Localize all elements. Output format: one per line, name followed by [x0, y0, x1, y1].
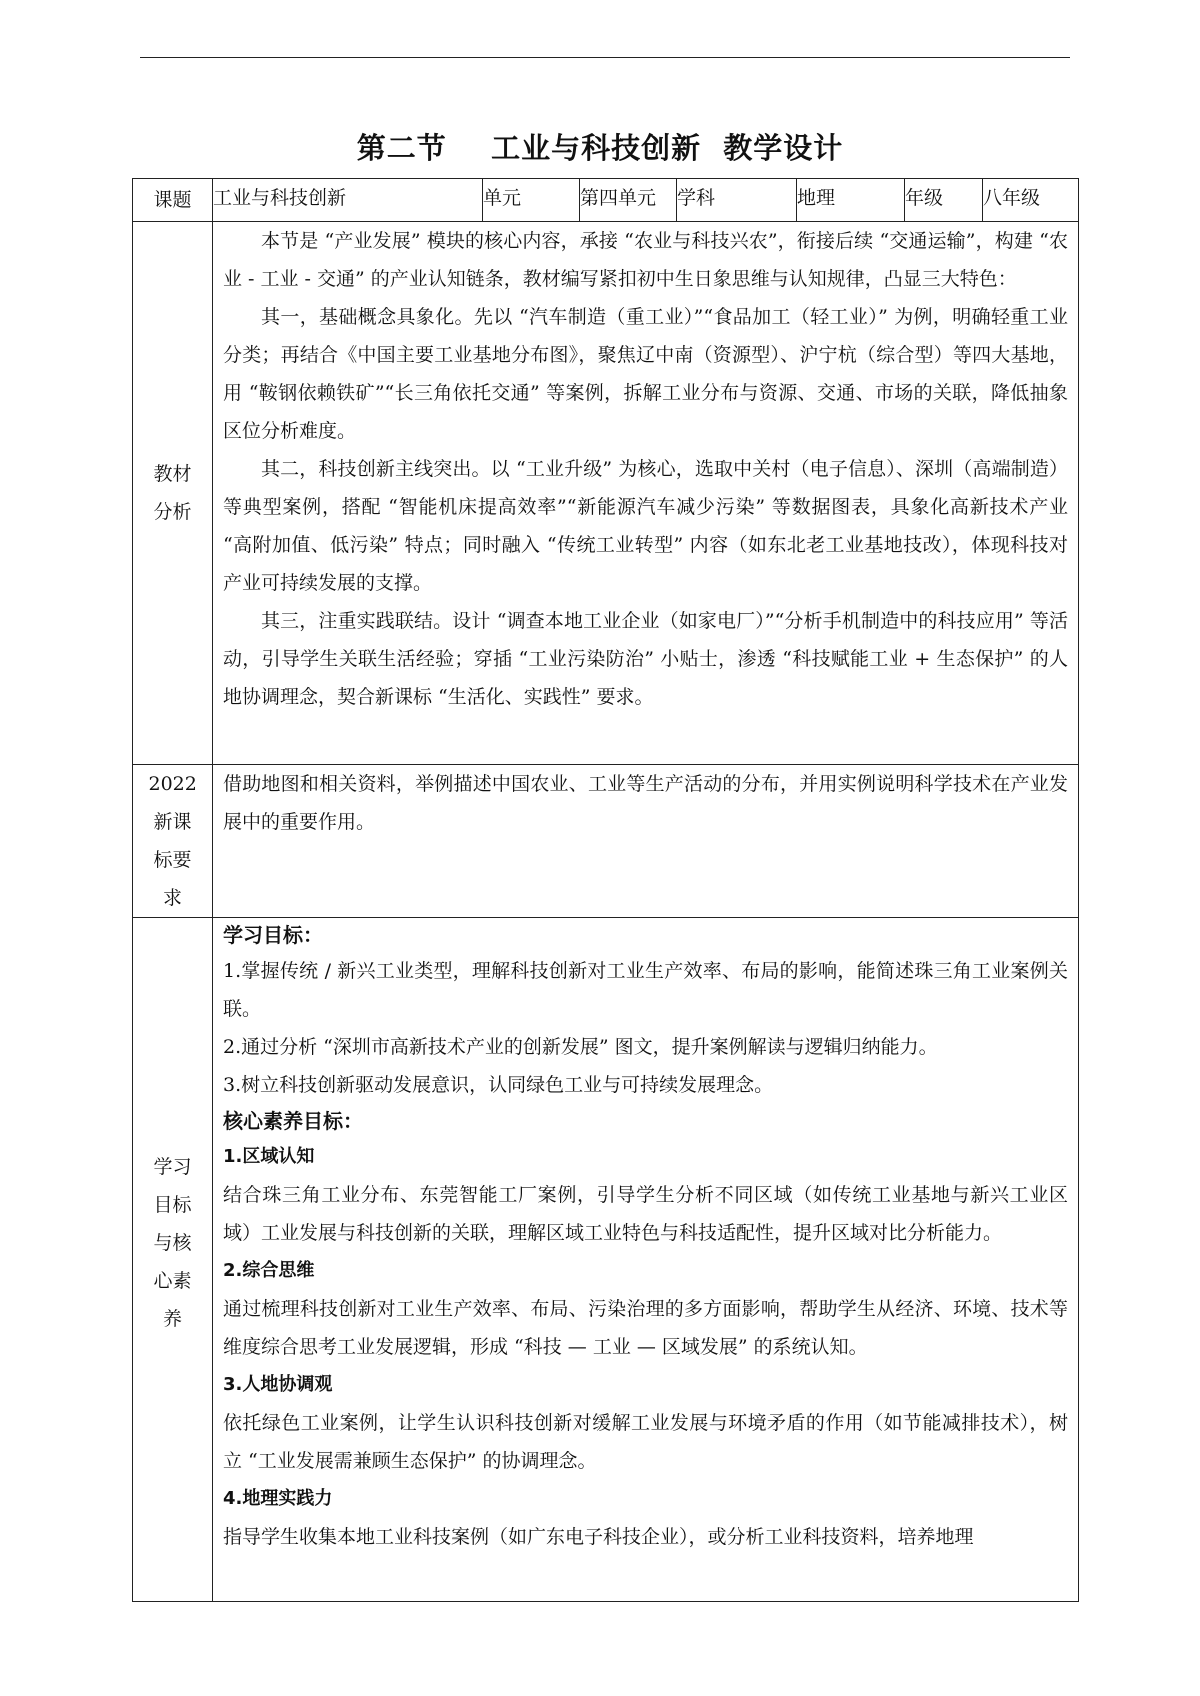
core-item-heading: 4.地理实践力: [223, 1488, 333, 1509]
core-item-heading: 3.人地协调观: [223, 1374, 333, 1395]
standard-content: [213, 765, 1079, 918]
core-literacy-heading: 核心素养目标：: [223, 1109, 363, 1133]
unit-label: 单元: [483, 179, 580, 222]
lesson-plan-table: [132, 178, 1079, 1602]
learning-objective-item: 2.通过分析 “深圳市高新技术产业的创新发展” 图文，提升案例解读与逻辑归纳能力。: [223, 1036, 938, 1058]
analysis-content: [213, 222, 1079, 765]
meta-row: [133, 179, 1079, 222]
analysis-paragraph: 本节是 “产业发展” 模块的核心内容，承接 “农业与科技兴农”，衔接后续 “交通运输”，构建 “农业 - 工业 - 交通” 的产业认知链条，教材编写紧扣初中生日象思维与认知规律，凸显三大特色：: [223, 230, 1068, 290]
standard-text: 借助地图和相关资料，举例描述中国农业、工业等生产活动的分布，并用实例说明科学技术在产业发展中的重要作用。: [223, 773, 1068, 833]
topic-label: 课题: [133, 179, 213, 222]
standard-row: [133, 765, 1079, 918]
analysis-paragraph: 其三，注重实践联结。设计 “调查本地工业企业（如家电厂）”“分析手机制造中的科技应用” 等活动，引导学生关联生活经验；穿插 “工业污染防治” 小贴士，渗透 “科技赋能工业 + 生态保护” 的人地协调理念，契合新课标 “生活化、实践性” 要求。: [223, 610, 1068, 708]
document-title: 第二节 工业与科技创新 教学设计: [356, 131, 844, 165]
core-item-text: 指导学生收集本地工业科技案例（如广东电子科技企业），或分析工业科技资料，培养地理: [223, 1526, 974, 1548]
subject-value: 地理: [797, 179, 905, 222]
subject-label: 学科: [677, 179, 797, 222]
core-item-heading: 1.区域认知: [223, 1146, 315, 1167]
core-item-heading: 2.综合思维: [223, 1260, 315, 1281]
topic-value: 工业与科技创新: [213, 179, 483, 222]
grade-label: 年级: [905, 179, 983, 222]
learning-objective-item: 3.树立科技创新驱动发展意识，认同绿色工业与可持续发展理念。: [223, 1074, 774, 1096]
core-item-text: 依托绿色工业案例，让学生认识科技创新对缓解工业发展与环境矛盾的作用（如节能减排技术），树立 “工业发展需兼顾生态保护” 的协调理念。: [223, 1412, 1068, 1472]
analysis-paragraph: 其一，基础概念具象化。先以 “汽车制造（重工业）”“食品加工（轻工业）” 为例，明确轻重工业分类；再结合《中国主要工业基地分布图》，聚焦辽中南（资源型）、沪宁杭（综合型）等四大基地，用 “鞍钢依赖铁矿”“长三角依托交通” 等案例，拆解工业分布与资源、交通、市场的关联，降低抽象区位分析难度。: [223, 306, 1068, 442]
objectives-content: [213, 918, 1079, 1602]
analysis-row: [133, 222, 1079, 765]
header-rule: [140, 57, 1070, 58]
learning-objectives-heading: 学习目标：: [223, 923, 323, 947]
unit-value: 第四单元: [580, 179, 677, 222]
core-item-text: 通过梳理科技创新对工业生产效率、布局、污染治理的多方面影响，帮助学生从经济、环境、技术等维度综合思考工业发展逻辑，形成 “科技 — 工业 — 区域发展” 的系统认知。: [223, 1298, 1068, 1358]
analysis-label: 教材 分析: [153, 463, 192, 523]
core-item-text: 结合珠三角工业分布、东莞智能工厂案例，引导学生分析不同区域（如传统工业基地与新兴工业区域）工业发展与科技创新的关联，理解区域工业特色与科技适配性，提升区域对比分析能力。: [223, 1184, 1068, 1244]
objectives-row: [133, 918, 1079, 1602]
analysis-paragraph: 其二，科技创新主线突出。以 “工业升级” 为核心，选取中关村（电子信息）、深圳（高端制造）等典型案例，搭配 “智能机床提高效率”“新能源汽车减少污染” 等数据图表，具象化高新技术产业 “高附加值、低污染” 特点；同时融入 “传统工业转型” 内容（如东北老工业基地技改），体现科技对产业可持续发展的支撑。: [223, 458, 1068, 594]
objectives-label: 学习 目标 与核 心素 养: [153, 1156, 192, 1330]
learning-objective-item: 1.掌握传统 / 新兴工业类型，理解科技创新对工业生产效率、布局的影响，能简述珠三角工业案例关联。: [223, 960, 1068, 1020]
standard-label: 2022 新课 标要 求: [148, 773, 197, 909]
grade-value: 八年级: [983, 179, 1079, 222]
